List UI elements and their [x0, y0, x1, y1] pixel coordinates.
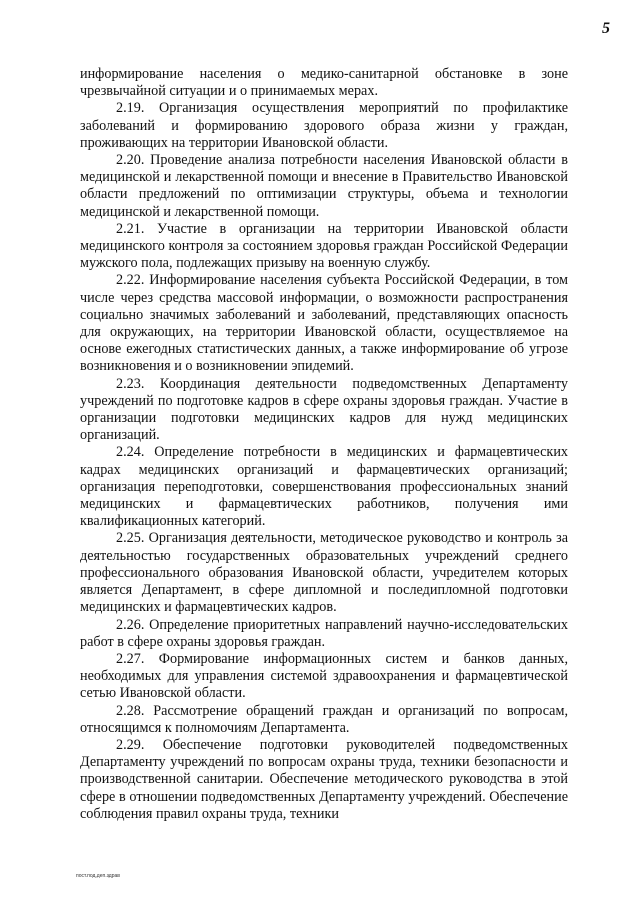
- paragraph-2-21: 2.21. Участие в организации на территории Ивановской области медицинского контроля за состоянием здоровья граждан Российской Федерации мужского пола, подлежащих призыву на военную службу.: [80, 220, 568, 272]
- paragraph-2-26: 2.26. Определение приоритетных направлений научно-исследовательских работ в сфере охраны здоровья граждан.: [80, 616, 568, 650]
- paragraph-2-23: 2.23. Координация деятельности подведомственных Департаменту учреждений по подготовке кадров в сфере охраны здоровья граждан. Участие в организации подготовки медицинских кадров для нужд медицинских организаций.: [80, 375, 568, 444]
- paragraph-continuation: информирование населения о медико-санитарной обстановке в зоне чрезвычайной ситуации и о принимаемых мерах.: [80, 66, 568, 100]
- paragraph-2-20: 2.20. Проведение анализа потребности населения Ивановской области в медицинской и лекарственной помощи и внесение в Правительство Ивановской области предложений по оптимизации структуры, объема и технологии медицинской и лекарственной помощи.: [80, 152, 568, 220]
- paragraph-2-24: 2.24. Определение потребности в медицинских и фармацевтических кадрах медицинских организаций и фармацевтических организаций; организация переподготовки, совершенствования профессиональных знаний медицинских и фармацевтических работников, получения ими квалификационных категорий.: [80, 444, 568, 530]
- paragraph-2-27: 2.27. Формирование информационных систем и банков данных, необходимых для управления системой здравоохранения и фармацевтической сетью Ивановской области.: [80, 650, 568, 702]
- footer-file-label: пост.под.деп.здрав: [76, 873, 120, 879]
- paragraph-2-29: 2.29. Обеспечение подготовки руководителей подведомственных Департаменту учреждений по вопросам охраны труда, техники безопасности и производственной санитарии. Обеспечение методического руководства в этой сфере в отношении подведомственных Департаменту учреждений. Обеспечение соблюдения правил охраны труда, техники: [80, 736, 568, 822]
- document-body: [80, 66, 568, 823]
- paragraph-2-19: 2.19. Организация осуществления мероприятий по профилактике заболеваний и формированию здорового образа жизни у граждан, проживающих на территории Ивановской области.: [80, 100, 568, 151]
- paragraph-2-22: 2.22. Информирование населения субъекта Российской Федерации, в том числе через средства массовой информации, о возможности распространения социально значимых заболеваний и заболеваний, представляющих опасность для окружающих, на территории Ивановской области, осуществляемое на основе ежегодных статистических данных, а также информирование об угрозе возникновения и о возникновении эпидемий.: [80, 272, 568, 375]
- page-number: 5: [602, 20, 610, 37]
- paragraph-2-28: 2.28. Рассмотрение обращений граждан и организаций по вопросам, относящимся к полномочиям Департамента.: [80, 702, 568, 736]
- paragraph-2-25: 2.25. Организация деятельности, методическое руководство и контроль за деятельностью государственных образовательных учреждений среднего профессионального образования Ивановской области, учредителем которых является Департамент, в сфере дипломной и последипломной подготовки медицинских и фармацевтических кадров.: [80, 530, 568, 616]
